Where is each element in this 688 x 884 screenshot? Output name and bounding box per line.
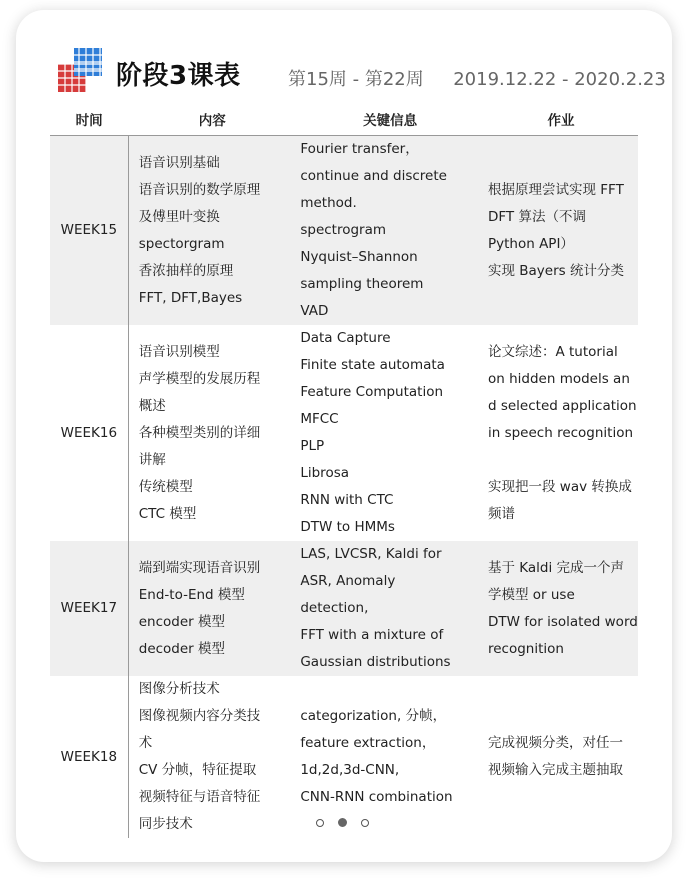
key-info-cell	[296, 136, 484, 326]
key-info-line: ASR, Anomaly	[300, 573, 396, 589]
key-info-line: PLP	[300, 438, 325, 454]
header-time: 时间	[50, 108, 128, 136]
content-line: 传统模型	[138, 478, 193, 495]
key-info-line: FFT with a mixture of	[300, 627, 444, 643]
page-dot-3[interactable]	[361, 819, 369, 827]
key-info-line: CNN-RNN combination	[300, 789, 453, 805]
content-cell	[128, 541, 296, 676]
content-line: 术	[138, 735, 153, 751]
weeks-range: 第15周 - 第22周	[288, 69, 424, 90]
homework-line: d selected application	[487, 397, 637, 414]
key-info-line: Librosa	[300, 465, 350, 481]
key-info-line: Nyquist–Shannon	[300, 249, 418, 265]
homework-line: 实现把一段 wav 转换成	[487, 478, 632, 495]
content-line: 声学模型的发展历程	[138, 370, 261, 387]
header-homework: 作业	[484, 108, 638, 136]
homework-cell	[484, 541, 638, 676]
content-line: 图像分析技术	[138, 681, 220, 697]
grid-logo-icon	[58, 48, 102, 92]
content-line: 视频特征与语音特征	[138, 789, 261, 805]
schedule-table	[50, 108, 638, 838]
content-line: 及傅里叶变换	[138, 208, 220, 225]
content-line: 语音识别模型	[138, 343, 220, 360]
homework-line	[488, 447, 638, 474]
content-line: 语音识别基础	[138, 154, 220, 171]
table-row	[50, 541, 638, 676]
content-line: 概述	[138, 397, 166, 414]
key-info-line: Gaussian distributions	[300, 654, 451, 670]
content-line: CV 分帧，特征提取	[138, 762, 257, 778]
key-info-line: LAS, LVCSR, Kaldi for	[300, 546, 442, 562]
header-content: 内容	[128, 108, 296, 136]
pagination-dots	[316, 818, 369, 827]
key-info-line: continue and discrete	[300, 168, 447, 184]
content-line: decoder 模型	[138, 640, 226, 657]
table-header-row	[50, 108, 638, 136]
content-line: 同步技术	[138, 816, 193, 832]
key-info-line: Fourier transfer，	[300, 141, 419, 157]
week-cell: WEEK16	[50, 325, 128, 541]
content-line: 讲解	[138, 451, 166, 468]
key-info-line: categorization, 分帧，	[300, 708, 447, 724]
key-info-line: VAD	[300, 303, 329, 319]
homework-line: 论文综述：A tutorial	[487, 343, 618, 360]
content-line: 各种模型类别的详细	[138, 424, 261, 441]
homework-line: recognition	[487, 640, 564, 657]
homework-line: DFT 算法（不调	[487, 208, 586, 225]
content-line: spectorgram	[138, 235, 225, 252]
key-info-line: detection,	[300, 600, 369, 616]
homework-line: 视频输入完成主题抽取	[487, 762, 623, 778]
table-row	[50, 136, 638, 326]
key-info-line: spectrogram	[300, 222, 387, 238]
content-line: End-to-End 模型	[138, 586, 245, 603]
homework-cell	[484, 325, 638, 541]
key-info-line: DTW to HMMs	[300, 519, 395, 535]
content-line: encoder 模型	[138, 613, 226, 630]
header-key-info: 关键信息	[296, 108, 484, 136]
homework-line: DTW for isolated word	[487, 613, 638, 630]
homework-line: in speech recognition	[487, 424, 634, 441]
content-line: 图像视频内容分类技	[138, 708, 261, 724]
key-info-line: feature extraction，	[300, 735, 436, 751]
key-info-line: 1d,2d,3d-CNN,	[300, 762, 400, 778]
homework-cell	[484, 676, 638, 838]
homework-line: on hidden models an	[487, 370, 630, 387]
content-cell	[128, 676, 296, 838]
key-info-line: MFCC	[300, 411, 339, 427]
key-info-cell	[296, 541, 484, 676]
homework-line: Python API）	[487, 235, 574, 252]
content-line: 语音识别的数学原理	[138, 181, 261, 198]
table-row	[50, 325, 638, 541]
homework-line: 完成视频分类，对任一	[487, 735, 623, 751]
content-line: 端到端实现语音识别	[138, 559, 261, 576]
key-info-cell	[296, 325, 484, 541]
content-cell	[128, 136, 296, 326]
schedule-card	[16, 10, 672, 862]
key-info-line: sampling theorem	[300, 276, 424, 292]
homework-line: 频谱	[487, 505, 515, 522]
page-dot-2[interactable]	[338, 818, 347, 827]
key-info-line: Finite state automata	[300, 357, 445, 373]
key-info-line: Feature Computation	[300, 384, 444, 400]
table-row	[50, 676, 638, 838]
date-range: 2019.12.22 - 2020.2.23	[453, 69, 666, 90]
key-info-cell	[296, 676, 484, 838]
week-cell: WEEK15	[50, 136, 128, 326]
homework-cell	[484, 136, 638, 326]
week-cell: WEEK18	[50, 676, 128, 838]
page-title: 阶段3课表	[116, 61, 241, 91]
homework-line: 根据原理尝试实现 FFT	[487, 181, 624, 198]
homework-line: 基于 Kaldi 完成一个声	[487, 559, 625, 576]
week-cell: WEEK17	[50, 541, 128, 676]
key-info-line: RNN with CTC	[300, 492, 394, 508]
key-info-line: method.	[300, 195, 357, 211]
page-dot-1[interactable]	[316, 819, 324, 827]
content-line: CTC 模型	[138, 505, 197, 522]
page-subtitle	[288, 65, 666, 91]
content-line: FFT, DFT,Bayes	[138, 289, 243, 306]
homework-line: 实现 Bayers 统计分类	[487, 262, 624, 279]
homework-line: 学模型 or use	[487, 586, 575, 603]
content-cell	[128, 325, 296, 541]
content-line: 香浓抽样的原理	[138, 262, 234, 279]
key-info-line: Data Capture	[300, 330, 391, 346]
